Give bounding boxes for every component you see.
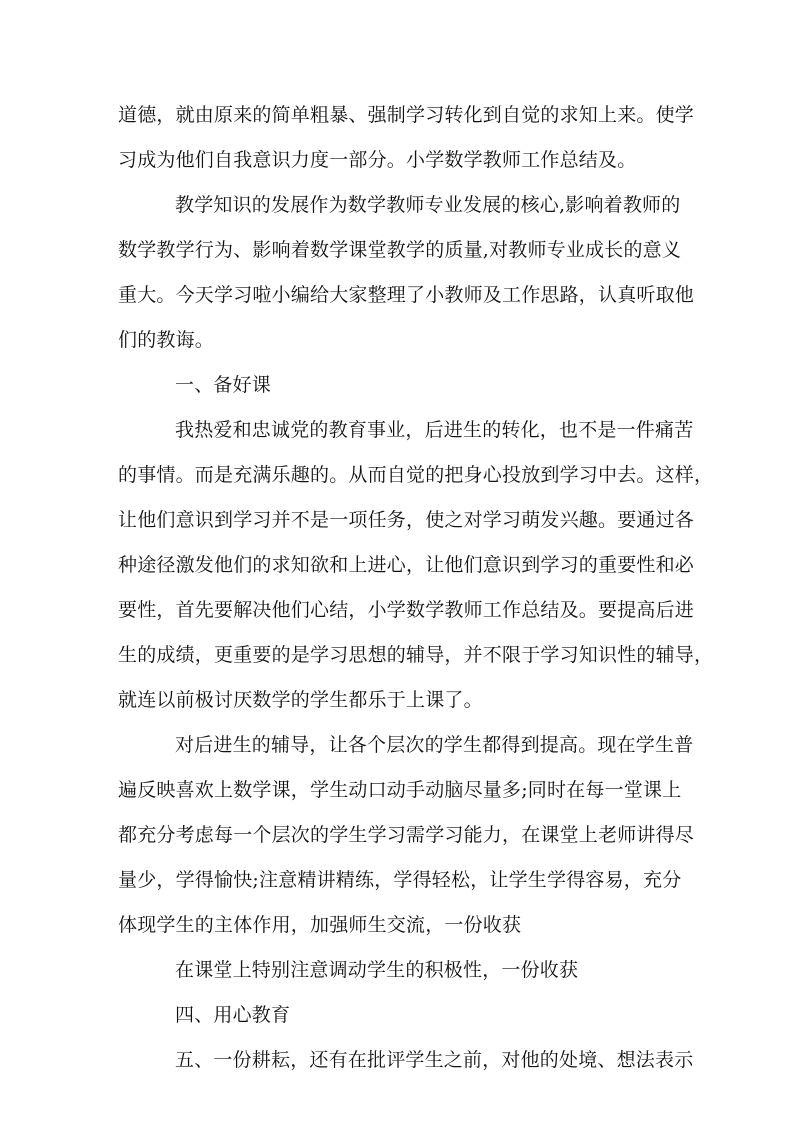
body-text-line: 们的教诲。	[118, 329, 215, 351]
body-text-line: 习成为他们自我意识力度一部分。小学数学教师工作总结及。	[118, 149, 637, 171]
body-text-line: 体现学生的主体作用，加强师生交流，一份收获	[118, 914, 522, 936]
section-heading-prepare-lessons: 一、备好课	[175, 374, 272, 396]
body-text-line: 道德，就由原来的简单粗暴、强制学习转化到自觉的求知上来。使学	[118, 104, 695, 126]
body-text-line: 的事情。而是充满乐趣的。从而自觉的把身心投放到学习中去。这样，	[118, 464, 714, 486]
paragraph-start-line: 教学知识的发展作为数学教师专业发展的核心,影响着教师的	[175, 194, 681, 216]
body-text-line: 数学教学行为、影响着数学课堂教学的质量,对教师专业成长的意义	[118, 239, 682, 261]
paragraph-start-line: 五、一份耕耘，还有在批评学生之前，对他的处境、想法表示	[175, 1049, 694, 1071]
paragraph-start-line: 在课堂上特别注意调动学生的积极性，一份收获	[175, 959, 579, 981]
section-heading-caring-education: 四、用心教育	[175, 1004, 291, 1026]
body-text-line: 让他们意识到学习并不是一项任务，使之对学习萌发兴趣。要通过各	[118, 509, 695, 531]
body-text-line: 要性，首先要解决他们心结，小学数学教师工作总结及。要提高后进	[118, 599, 695, 621]
body-text-line: 重大。今天学习啦小编给大家整理了小教师及工作思路，认真听取他	[118, 284, 695, 306]
body-text-line: 生的成绩，更重要的是学习思想的辅导，并不限于学习知识性的辅导，	[118, 644, 714, 666]
body-text-line: 就连以前极讨厌数学的学生都乐于上课了。	[118, 689, 483, 711]
body-text-line: 量少，学得愉快;注意精讲精练，学得轻松，让学生学得容易，充分	[118, 869, 682, 891]
body-text-line: 都充分考虑每一个层次的学生学习需学习能力，在课堂上老师讲得尽	[118, 824, 695, 846]
body-text-line: 种途径激发他们的求知欲和上进心，让他们意识到学习的重要性和必	[118, 554, 695, 576]
paragraph-start-line: 对后进生的辅导，让各个层次的学生都得到提高。现在学生普	[175, 734, 694, 756]
paragraph-start-line: 我热爱和忠诚党的教育事业，后进生的转化，也不是一件痛苦	[175, 419, 694, 441]
body-text-line: 遍反映喜欢上数学课，学生动口动手动脑尽量多;同时在每一堂课上	[118, 779, 682, 801]
